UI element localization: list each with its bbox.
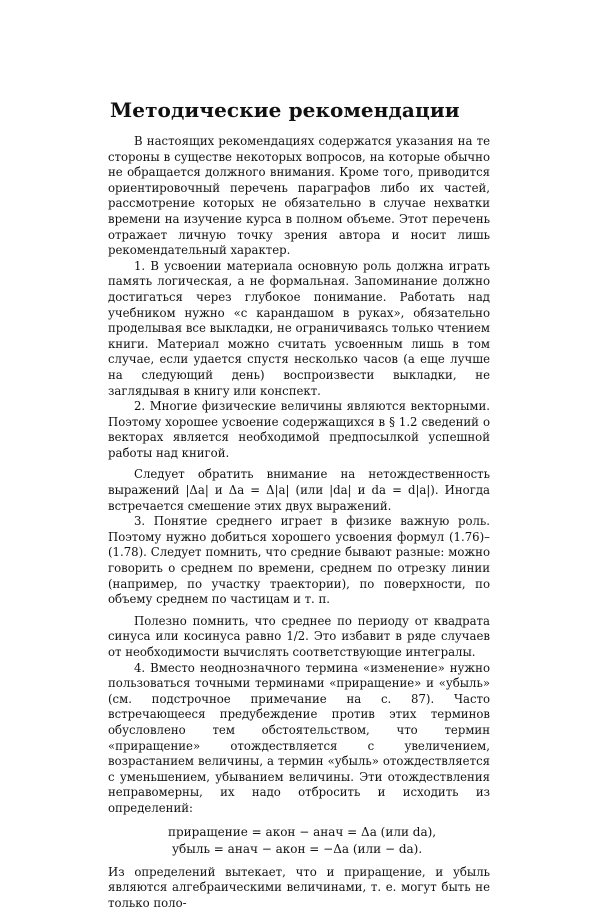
- paragraph-item-2: 2. Многие физические величины являются векторными. Поэтому хорошее усвоение содержащихся в § 1.2 сведений о векторах является необходимой предпосылкой успешной работы над книгой.: [108, 399, 490, 460]
- formula-decrement: убыль = aнач − aкон = −Δa (или − da).: [172, 841, 423, 856]
- paragraph-item-1: 1. В усвоении материала основную роль должна играть память логическая, а не формальная. Запоминание должно достигаться через глубокое понимание. Работать над учебником нужно «с карандашом в руках», обязательно проделывая все выкладки, не ограничиваясь только чтением книги. Материал можно считать усвоенным лишь в том случае, если удается спустя несколько часов (а еще лучше на следующий день) воспроизвести выкладки, не заглядывая в книгу или конспект.: [108, 258, 490, 398]
- section-body: [108, 134, 490, 911]
- section-title: Методические рекомендации: [110, 98, 460, 122]
- formula-increment: приращение = aкон − aнач = Δa (или da),: [168, 824, 437, 839]
- definition-formulas: [108, 824, 490, 858]
- paragraph-average-note: Полезно помнить, что среднее по периоду от квадрата синуса или косинуса равно 1/2. Это избавит в ряде случаев от необходимости вычислять соответствующие интегралы.: [108, 613, 490, 659]
- paragraph-conclusion: Из определений вытекает, что и приращение, и убыль являются алгебраическими величинами, т. е. могут быть не только поло-: [108, 864, 490, 910]
- paragraph-item-4: 4. Вместо неоднозначного термина «изменение» нужно пользоваться точными терминами «приращение» и «убыль» (см. подстрочное примечание на с. 87). Часто встречающееся предубеждение против этих терминов обусловлено тем обстоятельством, что термин «приращение» отождествляется с увеличением, возрастанием величины, а термин «убыль» отождествляется с уменьшением, убыванием величины. Эти отождествления неправомерны, их надо отбросить и исходить из определений:: [108, 660, 490, 815]
- paragraph-item-3: 3. Понятие среднего играет в физике важную роль. Поэтому нужно добиться хорошего усвоения формул (1.76)–(1.78). Следует помнить, что средние бывают разные: можно говорить о среднем по времени, среднем по отрезку линии (например, по участку траектории), по поверхности, по объему среднем по частицам и т. п.: [108, 514, 490, 607]
- paragraph-vector-note: Следует обратить внимание на нетождественность выражений |Δa| и Δa = Δ|a| (или |da| и da = d|a|). Иногда встречается смешение этих двух выражений.: [108, 467, 490, 513]
- paragraph-intro: В настоящих рекомендациях содержатся указания на те стороны в существе некоторых вопросов, на которые обычно не обращается должного внимания. Кроме того, приводится ориентировочный перечень параграфов либо их частей, рассмотрение которых не обязательно в случае нехватки времени на изучение курса в полном объеме. Этот перечень отражает личную точку зрения автора и носит лишь рекомендательный характер.: [108, 134, 490, 258]
